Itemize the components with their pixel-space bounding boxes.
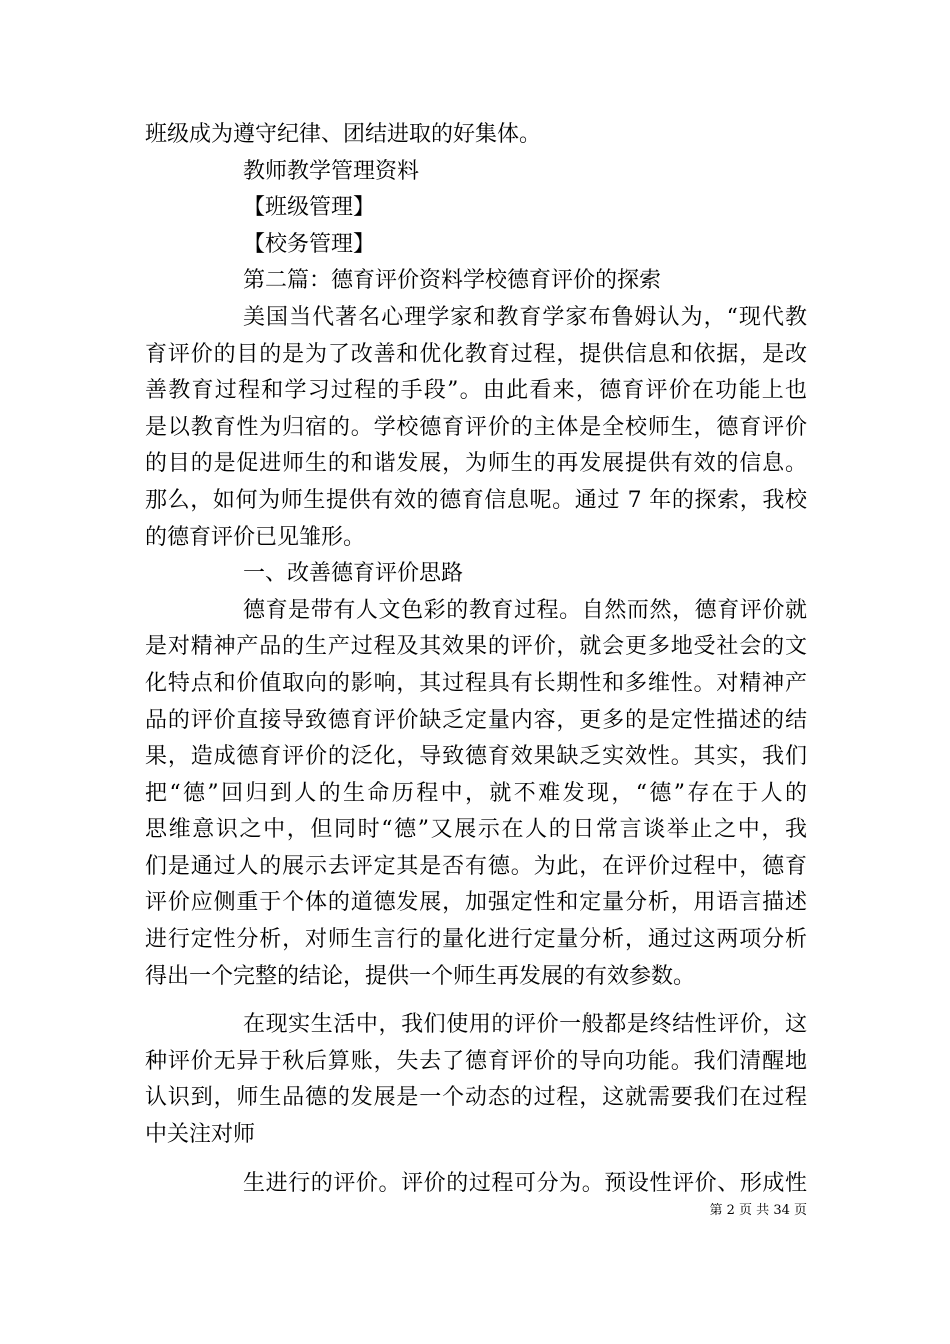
text-line: 教师教学管理资料 — [243, 158, 420, 184]
text-line: 一、改善德育评价思路 — [243, 561, 464, 587]
text-line: 【班级管理】 — [243, 195, 376, 221]
text-line: 生进行的评价。评价的过程可分为。预设性评价、形成性 — [243, 1170, 807, 1196]
text-line: 化特点和价值取向的影响，其过程具有长期性和多维性。对精神产 — [145, 670, 807, 696]
document-body — [145, 117, 807, 1202]
text-line: 得出一个完整的结论，提供一个师生再发展的有效参数。 — [145, 963, 696, 989]
text-line: 的德育评价已见雏形。 — [145, 524, 366, 550]
text-line: 是以教育性为归宿的。学校德育评价的主体是全校师生，德育评价 — [145, 414, 807, 440]
text-line: 育评价的目的是为了改善和优化教育过程，提供信息和依据，是改 — [145, 341, 807, 367]
text-line: 们是通过人的展示去评定其是否有德。为此，在评价过程中，德育 — [145, 853, 807, 879]
text-line: 【校务管理】 — [243, 231, 376, 257]
text-line: 第二篇：德育评价资料学校德育评价的探索 — [243, 268, 662, 294]
text-line: 认识到，师生品德的发展是一个动态的过程，这就需要我们在过程 — [145, 1085, 807, 1111]
paragraph-gap — [145, 1154, 807, 1166]
text-line: 那么，如何为师生提供有效的德育信息呢。通过 7 年的探索，我校 — [145, 487, 807, 513]
text-line: 思维意识之中，但同时“德”又展示在人的日常言谈举止之中，我 — [145, 817, 807, 843]
text-line: 把“德”回归到人的生命历程中，就不难发现，“德”存在于人的 — [145, 780, 807, 806]
text-line: 美国当代著名心理学家和教育学家布鲁姆认为，“现代教 — [243, 304, 807, 330]
text-line: 种评价无异于秋后算账，失去了德育评价的导向功能。我们清醒地 — [145, 1048, 807, 1074]
text-line: 班级成为遵守纪律、团结进取的好集体。 — [145, 122, 542, 147]
text-line: 是对精神产品的生产过程及其效果的评价，就会更多地受社会的文 — [145, 634, 807, 660]
text-line: 评价应侧重于个体的道德发展，加强定性和定量分析，用语言描述 — [145, 890, 807, 916]
text-line: 善教育过程和学习过程的手段”。由此看来，德育评价在功能上也 — [145, 378, 807, 404]
paragraph-gap — [145, 995, 807, 1007]
text-line: 中关注对师 — [145, 1122, 256, 1148]
text-line: 品的评价直接导致德育评价缺乏定量内容，更多的是定性描述的结 — [145, 707, 807, 733]
page-number: 第 2 页 共 34 页 — [709, 1203, 807, 1218]
text-line: 在现实生活中，我们使用的评价一般都是终结性评价，这 — [243, 1012, 807, 1038]
text-line: 果，造成德育评价的泛化，导致德育效果缺乏实效性。其实，我们 — [145, 744, 807, 770]
text-line: 的目的是促进师生的和谐发展，为师生的再发展提供有效的信息。 — [145, 451, 807, 477]
text-line: 进行定性分析，对师生言行的量化进行定量分析，通过这两项分析 — [145, 927, 807, 953]
text-line: 德育是带有人文色彩的教育过程。自然而然，德育评价就 — [243, 597, 807, 623]
